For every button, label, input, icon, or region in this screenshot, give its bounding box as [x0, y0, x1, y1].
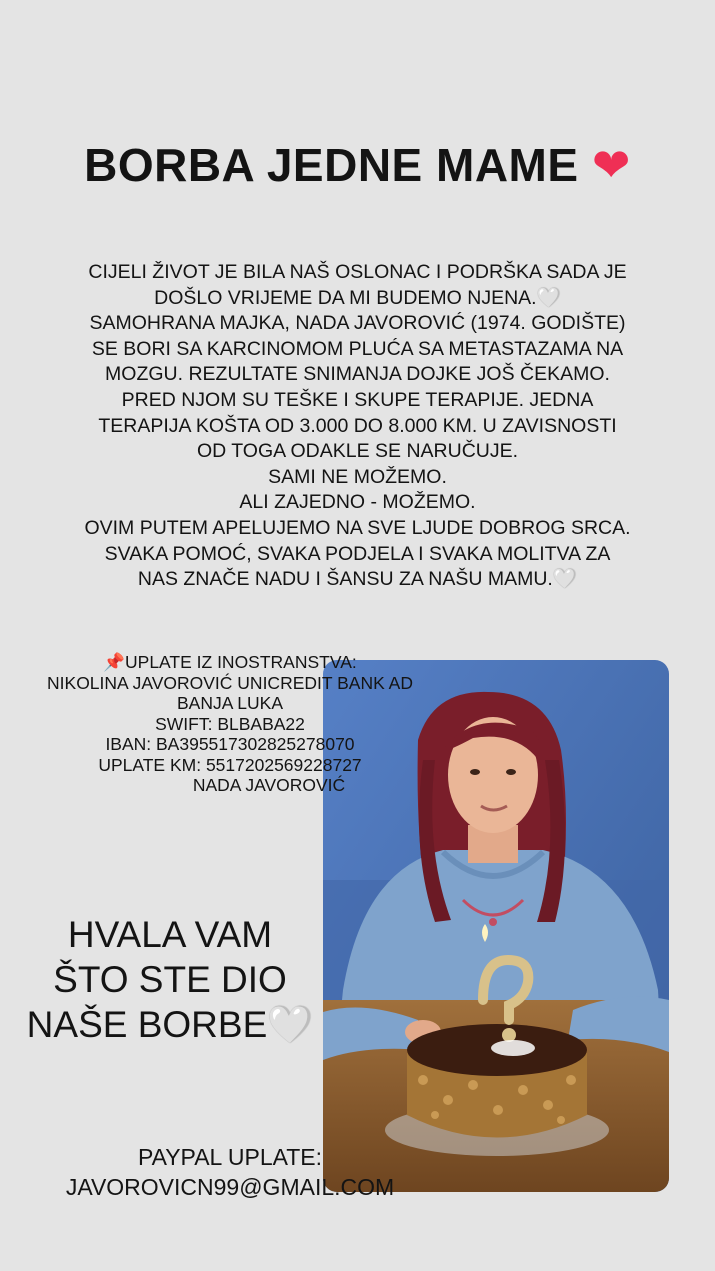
- appeal-text: [40, 260, 675, 593]
- pushpin-icon: 📌: [103, 652, 126, 672]
- bank-header-text: UPLATE IZ INOSTRANSTVA:: [125, 652, 357, 672]
- appeal-line-with-heart: [40, 567, 675, 593]
- bank-km-account: UPLATE KM: 5517202569228727: [98, 754, 362, 775]
- thanks-message: [0, 912, 340, 1047]
- paypal-label: PAYPAL UPLATE:: [137, 1144, 323, 1170]
- appeal-line: PRED NJOM SU TEŠKE I SKUPE TERAPIJE. JEDNA: [121, 388, 594, 411]
- thanks-line-with-heart: [0, 1002, 340, 1047]
- bank-city: BANJA LUKA: [176, 693, 284, 713]
- appeal-line: TERAPIJA KOŠTA OD 3.000 DO 8.000 KM. U ZAVISNOSTI: [98, 414, 617, 437]
- thanks-line: NAŠE BORBE: [26, 1004, 268, 1045]
- appeal-line: OD TOGA ODAKLE SE NARUČUJE.: [196, 440, 519, 463]
- bank-iban: IBAN: BA395517302825278070: [105, 734, 355, 754]
- poster-title-text: BORBA JEDNE MAME: [84, 139, 579, 191]
- bank-account-holder: NIKOLINA JAVOROVIĆ UNICREDIT BANK AD: [47, 672, 413, 693]
- appeal-line: MOZGU. REZULTATE SNIMANJA DOJKE JOŠ ČEKAMO.: [105, 363, 610, 386]
- bank-details: [0, 652, 460, 796]
- paypal-info: [0, 1142, 460, 1202]
- thanks-line: HVALA VAM: [67, 914, 273, 955]
- appeal-line: SVAKA POMOĆ, SVAKA PODJELA I SVAKA MOLITVA ZA: [104, 542, 611, 565]
- bank-header: [0, 652, 460, 673]
- appeal-line: SAMOHRANA MAJKA, NADA JAVOROVIĆ (1974. GODIŠTE): [89, 312, 626, 335]
- appeal-line: SAMI NE MOŽEMO.: [268, 465, 447, 488]
- bank-recipient-name: NADA JAVOROVIĆ: [192, 775, 346, 795]
- appeal-line: CIJELI ŽIVOT JE BILA NAŠ OSLONAC I PODRŠKA SADA JE: [88, 261, 627, 283]
- white-heart-icon: 🤍: [267, 1004, 314, 1045]
- appeal-line: NAS ZNAČE NADU I ŠANSU ZA NAŠU MAMU.: [137, 568, 553, 591]
- appeal-line: OVIM PUTEM APELUJEMO NA SVE LJUDE DOBROG SRCA.: [84, 516, 631, 539]
- appeal-line: DOŠLO VRIJEME DA MI BUDEMO NJENA.: [154, 286, 537, 309]
- white-heart-icon: 🤍: [552, 568, 578, 591]
- appeal-line: ALI ZAJEDNO - MOŽEMO.: [239, 491, 476, 514]
- thanks-line: ŠTO STE DIO: [53, 959, 287, 1000]
- appeal-line-with-heart: [40, 286, 675, 312]
- poster-title: [0, 138, 715, 192]
- red-heart-icon: ❤: [591, 139, 631, 191]
- appeal-line: SE BORI SA KARCINOMOM PLUĆA SA METASTAZAMA NA: [91, 337, 624, 360]
- bank-swift: SWIFT: BLBABA22: [155, 713, 305, 734]
- paypal-email: JAVOROVICN99@GMAIL.COM: [65, 1174, 395, 1200]
- white-heart-icon: 🤍: [536, 286, 561, 309]
